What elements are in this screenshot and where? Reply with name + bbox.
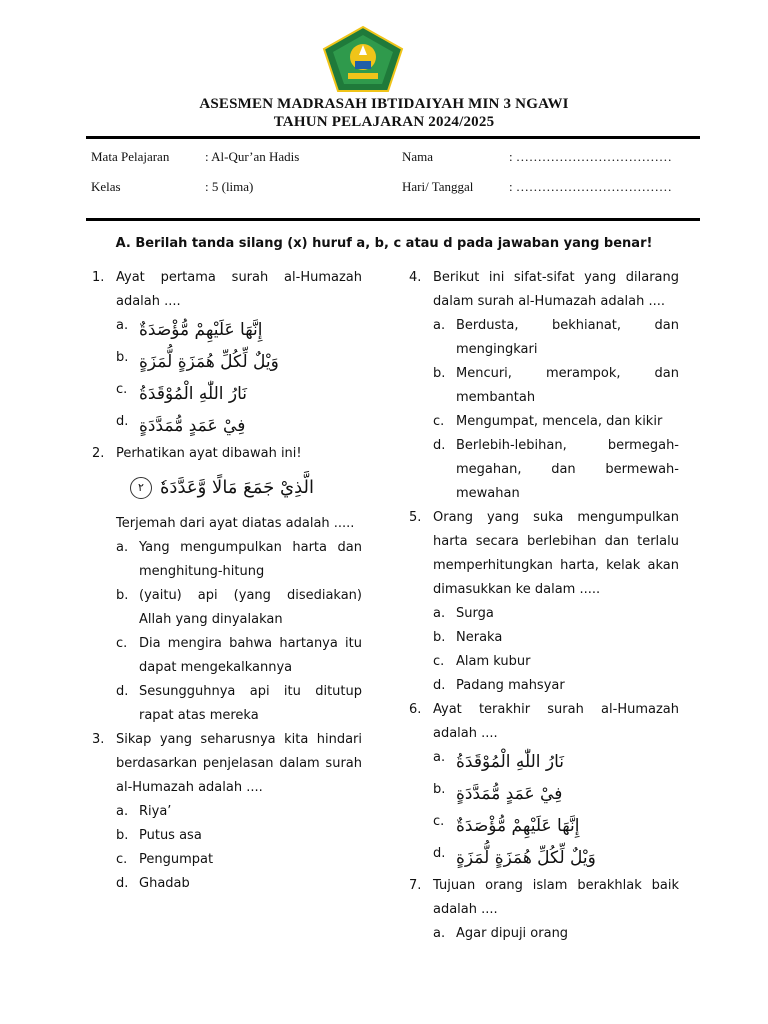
question-text: Ayat terakhir surah al-Humazah adalah ....	[433, 702, 679, 741]
arabic-option-text: نَارُ اللّٰهِ الْمُوْقَدَةُ	[139, 384, 248, 404]
option-text: Berdusta, bekhianat, dan mengingkari	[456, 318, 679, 357]
question-text: Berikut ini sifat-sifat yang dilarang dalam surah al-Humazah adalah ....	[433, 270, 679, 309]
verse-arabic-text: الَّذِيْ جَمَعَ مَالًا وَّعَدَّدَهٗ	[160, 477, 315, 498]
option-text: Ghadab	[139, 876, 190, 891]
option-letter: a.	[433, 750, 446, 765]
option-b[interactable]	[433, 362, 679, 410]
option-letter: a.	[433, 606, 446, 621]
option-a[interactable]	[433, 314, 679, 362]
option-a[interactable]	[116, 800, 362, 824]
arabic-option-text: فِيْ عَمَدٍ مُّمَدَّدَةٍ	[456, 784, 563, 804]
option-letter: b.	[116, 828, 129, 843]
name-label: Nama	[402, 149, 434, 164]
option-letter: a.	[116, 540, 129, 555]
arabic-option-text: إِنَّهَا عَلَيْهِمْ مُّؤْصَدَةٌ	[139, 320, 263, 340]
class-value: : 5 (lima)	[205, 179, 254, 194]
option-text: Surga	[456, 606, 494, 621]
question-number: 4.	[409, 270, 422, 285]
exam-title: ASESMEN MADRASAH IBTIDAIYAH MIN 3 NGAWI	[199, 96, 569, 112]
arabic-option-text: وَيْلٌ لِّكُلِّ هُمَزَةٍ لُّمَزَةٍ	[456, 848, 596, 868]
question-1	[92, 266, 362, 442]
option-d[interactable]	[433, 434, 679, 506]
name-field[interactable]: : ………………………………	[509, 149, 672, 164]
option-b[interactable]	[433, 778, 679, 810]
date-label: Hari/ Tanggal	[402, 179, 474, 194]
question-number: 5.	[409, 510, 422, 525]
option-text: Mencuri, merampok, dan membantah	[456, 366, 679, 405]
quran-verse	[130, 470, 362, 506]
question-number: 1.	[92, 270, 105, 285]
option-letter: d.	[433, 846, 446, 861]
option-c[interactable]	[116, 848, 362, 872]
option-text: Berlebih-lebihan, bermegah-megahan, dan bermewah-mewahan	[456, 438, 679, 501]
question-text: Tujuan orang islam berakhlak baik adalah ....	[433, 878, 679, 917]
question-text: Ayat pertama surah al-Humazah adalah ....	[116, 270, 362, 309]
question-6	[409, 698, 679, 874]
option-text: Alam kubur	[456, 654, 531, 669]
option-a[interactable]	[116, 314, 362, 346]
option-text: Neraka	[456, 630, 503, 645]
arabic-option-text: وَيْلٌ لِّكُلِّ هُمَزَةٍ لُّمَزَةٍ	[139, 352, 279, 372]
option-b[interactable]	[116, 824, 362, 848]
option-b[interactable]	[116, 346, 362, 378]
option-letter: a.	[433, 318, 446, 333]
option-letter: b.	[433, 630, 446, 645]
option-letter: a.	[116, 804, 129, 819]
question-2	[92, 442, 362, 728]
question-7	[409, 874, 679, 946]
option-a[interactable]	[433, 602, 679, 626]
option-letter: d.	[116, 876, 129, 891]
question-4	[409, 266, 679, 506]
option-letter: a.	[433, 926, 446, 941]
date-field[interactable]: : ………………………………	[509, 179, 672, 194]
question-number: 7.	[409, 878, 422, 893]
option-text: Pengumpat	[139, 852, 214, 867]
option-d[interactable]	[116, 680, 362, 728]
option-letter: b.	[433, 366, 446, 381]
option-letter: c.	[116, 636, 128, 651]
question-number: 3.	[92, 732, 105, 747]
option-letter: d.	[433, 678, 446, 693]
option-a[interactable]	[116, 536, 362, 584]
header-top-rule	[86, 136, 700, 139]
option-letter: c.	[433, 814, 445, 829]
question-number: 6.	[409, 702, 422, 717]
option-text: Yang mengumpulkan harta dan menghitung-hitung	[139, 540, 362, 579]
option-text: Sesungguhnya api itu ditutup rapat atas mereka	[139, 684, 362, 723]
verse-end-mark: ٢	[130, 477, 152, 499]
option-c[interactable]	[116, 632, 362, 680]
kemenag-logo	[322, 25, 404, 93]
arabic-option-text: فِيْ عَمَدٍ مُّمَدَّدَةٍ	[139, 416, 246, 436]
option-letter: c.	[116, 382, 128, 397]
option-letter: a.	[116, 318, 129, 333]
option-letter: c.	[433, 654, 445, 669]
question-text: Orang yang suka mengumpulkan harta secara berlebihan dan terlalu memperhitungkan harta, kelak akan dimasukkan ke dalam .....	[433, 510, 679, 597]
class-label: Kelas	[91, 179, 121, 194]
option-text: Dia mengira bahwa hartanya itu dapat mengekalkannya	[139, 636, 362, 675]
option-c[interactable]	[433, 410, 679, 434]
option-b[interactable]	[116, 584, 362, 632]
option-text: Putus asa	[139, 828, 202, 843]
question-text: Sikap yang seharusnya kita hindari berdasarkan penjelasan dalam surah al-Humazah adalah ....	[116, 732, 362, 795]
arabic-option-text: نَارُ اللّٰهِ الْمُوْقَدَةُ	[456, 752, 565, 772]
option-letter: d.	[116, 684, 129, 699]
instruction-text: A. Berilah tanda silang (x) huruf a, b, c atau d pada jawaban yang benar!	[115, 236, 653, 251]
option-d[interactable]	[433, 674, 679, 698]
header-bottom-rule	[86, 218, 700, 221]
question-number: 2.	[92, 446, 105, 461]
option-c[interactable]	[433, 650, 679, 674]
question-text: Perhatikan ayat dibawah ini!	[116, 446, 302, 461]
option-d[interactable]	[433, 842, 679, 874]
right-column	[409, 266, 679, 946]
option-text: (yaitu) api (yang disediakan) Allah yang dinyalakan	[139, 588, 362, 627]
option-c[interactable]	[433, 810, 679, 842]
left-column	[92, 266, 362, 896]
option-d[interactable]	[116, 872, 362, 896]
option-b[interactable]	[433, 626, 679, 650]
option-letter: c.	[433, 414, 445, 429]
option-letter: d.	[433, 438, 446, 453]
option-text: Agar dipuji orang	[456, 926, 569, 941]
option-text: Padang mahsyar	[456, 678, 565, 693]
option-text: Riya’	[139, 804, 172, 819]
option-a[interactable]	[433, 922, 679, 946]
subject-value: : Al-Qur’an Hadis	[205, 149, 300, 164]
option-letter: d.	[116, 414, 129, 429]
exam-year: TAHUN PELAJARAN 2024/2025	[273, 114, 495, 130]
question-3	[92, 728, 362, 896]
option-a[interactable]	[433, 746, 679, 778]
option-letter: b.	[116, 350, 129, 365]
option-d[interactable]	[116, 410, 362, 442]
subject-label: Mata Pelajaran	[91, 149, 170, 164]
option-letter: c.	[116, 852, 128, 867]
question-subtext: Terjemah dari ayat diatas adalah .....	[116, 516, 355, 531]
option-letter: b.	[433, 782, 446, 797]
option-c[interactable]	[116, 378, 362, 410]
question-5	[409, 506, 679, 698]
arabic-option-text: إِنَّهَا عَلَيْهِمْ مُّؤْصَدَةٌ	[456, 816, 580, 836]
option-letter: b.	[116, 588, 129, 603]
option-text: Mengumpat, mencela, dan kikir	[456, 414, 663, 429]
